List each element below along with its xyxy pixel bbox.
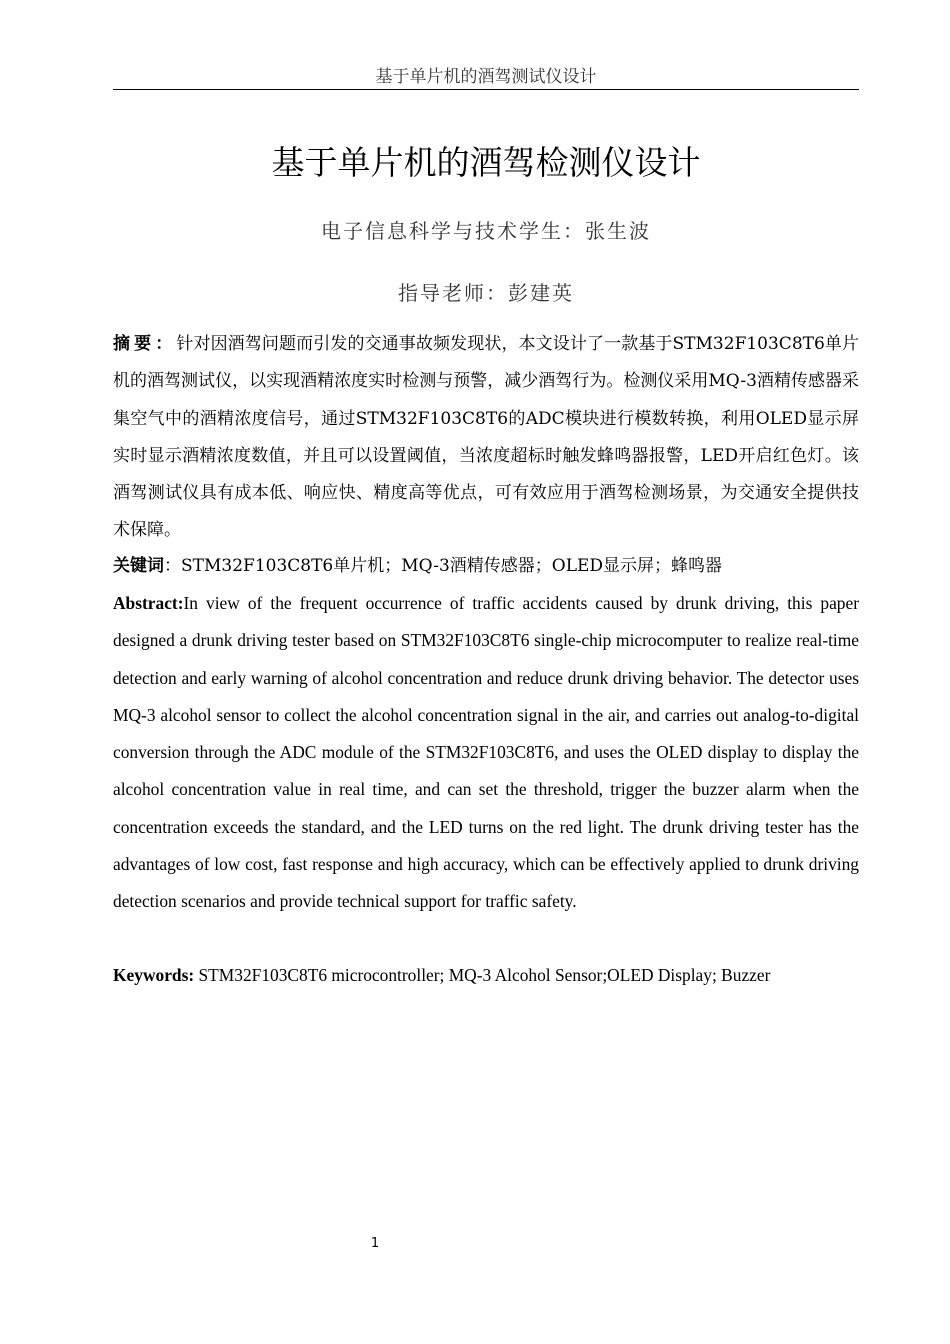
advisor-line: 指导老师：彭建英 <box>398 281 574 305</box>
english-abstract <box>113 585 859 921</box>
english-keywords <box>113 959 859 991</box>
english-keywords-text: STM32F103C8T6 microcontroller; MQ-3 Alcohol Sensor;OLED Display; Buzzer <box>194 965 771 985</box>
page-number: 1 <box>370 1236 380 1251</box>
author-line: 电子信息科学与技术学生：张生波 <box>321 219 651 243</box>
chinese-keywords-label: 关键词 <box>113 556 164 576</box>
running-header: 基于单片机的酒驾测试仪设计 <box>375 67 597 87</box>
chinese-abstract <box>113 326 859 550</box>
paper-title: 基于单片机的酒驾检测仪设计 <box>271 143 701 182</box>
chinese-keywords-text: ：STM32F103C8T6单片机；MQ-3酒精传感器；OLED显示屏；蜂鸣器 <box>164 556 723 576</box>
chinese-abstract-text: 针对因酒驾问题而引发的交通事故频发现状，本文设计了一款基于STM32F103C8T6单片机的酒驾测试仪，以实现酒精浓度实时检测与预警，减少酒驾行为。检测仪采用MQ-3酒精传感器采集空气中的酒精浓度信号，通过STM32F103C8T6的ADC模块进行模数转换，利用OLED显示屏实时显示酒精浓度数值，并且可以设置阈值，当浓度超标时触发蜂鸣器报警，LED开启红色灯。该酒驾测试仪具有成本低、响应快、精度高等优点，可有效应用于酒驾检测场景，为交通安全提供技术保障。 <box>113 334 860 541</box>
header-rule <box>113 89 859 90</box>
chinese-abstract-label: 摘要： <box>113 334 177 354</box>
chinese-keywords <box>113 550 859 583</box>
english-abstract-text: In view of the frequent occurrence of traffic accidents caused by drunk driving, this paper designed a drunk driving tester based on STM32F103C8T6 single-chip microcomputer to realize real-time detection and early warning of alcohol concentration and reduce drunk driving behavior. The detector uses MQ-3 alcohol sensor to collect the alcohol concentration signal in the air, and carries out analog-to-digital conversion through the ADC module of the STM32F103C8T6, and uses the OLED display to display the alcohol concentration value in real time, and can set the threshold, trigger the buzzer alarm when the concentration exceeds the standard, and the LED turns on the red light. The drunk driving tester has the advantages of low cost, fast response and high accuracy, which can be effectively applied to drunk driving detection scenarios and provide technical support for traffic safety. <box>113 593 859 912</box>
english-abstract-label: Abstract: <box>113 593 184 613</box>
english-keywords-label: Keywords: <box>113 965 195 985</box>
